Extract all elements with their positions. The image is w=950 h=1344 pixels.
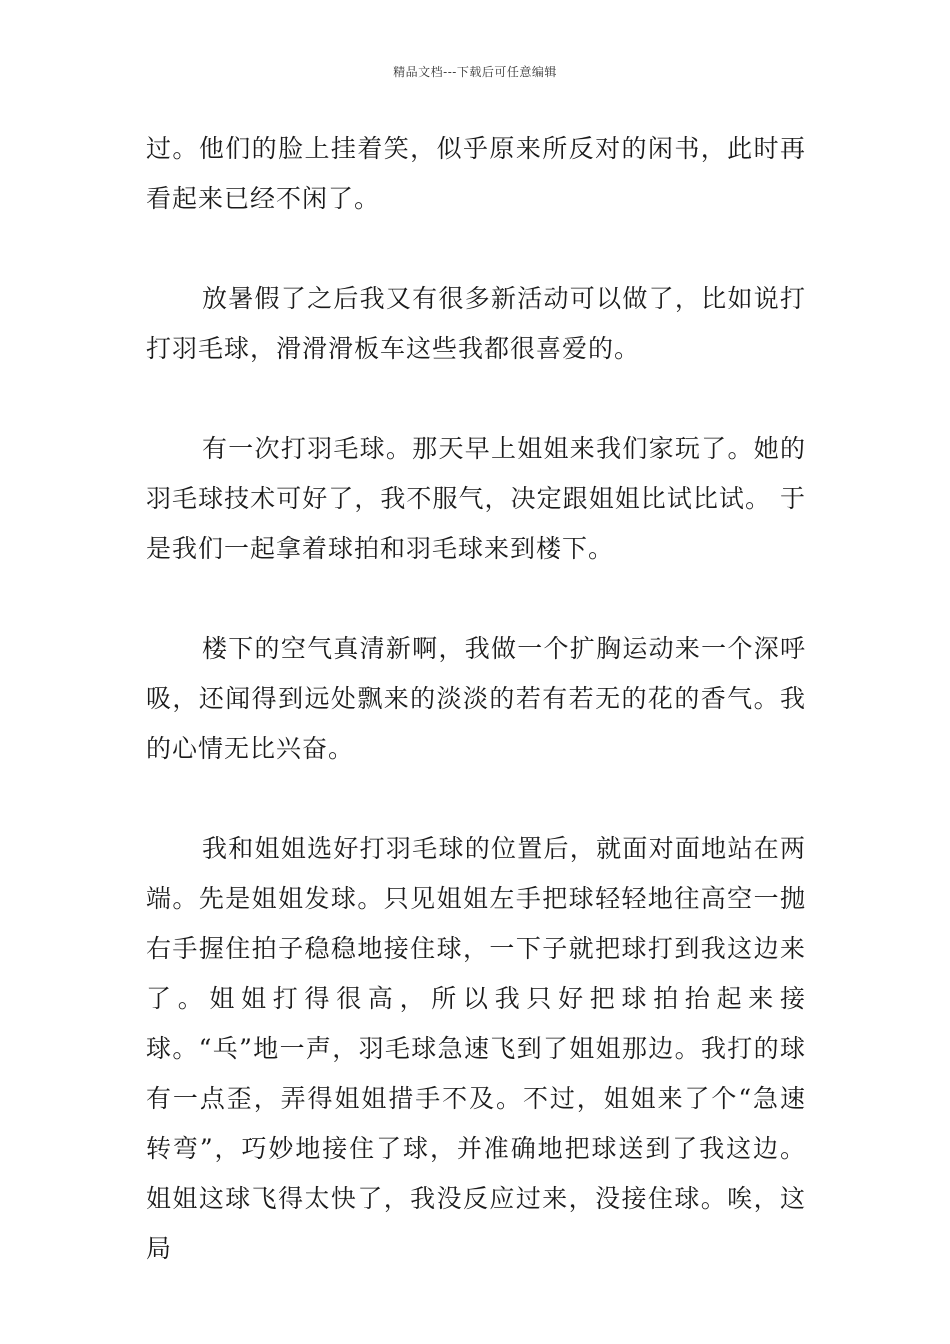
- page-header: 精品文档---下载后可任意编辑: [393, 65, 557, 79]
- paragraph-2: 放暑假了之后我又有很多新活动可以做了，比如说打打羽毛球，滑滑滑板车这些我都很喜爱的。: [146, 284, 806, 363]
- paragraph-5: 我和姐姐选好打羽毛球的位置后，就面对面地站在两端。先是姐姐发球。只见姐姐左手把球轻轻地往高空一抛右手握住拍子稳稳地接住球，一下子就把球打到我这边来了。姐姐打得很高，所以我只好把球拍抬起来接球。“乓”地一声，羽毛球急速飞到了姐姐那边。我打的球有一点歪，弄得姐姐措手不及。不过，姐姐来了个“急速转弯”，巧妙地接住了球，并准确地把球送到了我这边。姐姐这球飞得太快了，我没反应过来，没接住球。唉，这局: [146, 834, 806, 1263]
- paragraph-gap: [146, 574, 806, 624]
- paragraph-gap: [146, 224, 806, 274]
- paragraph-4: 楼下的空气真清新啊，我做一个扩胸运动来一个深呼吸，还闻得到远处飘来的淡淡的若有若无的花的香气。我的心情无比兴奋。: [146, 634, 806, 763]
- paragraph-gap: [146, 774, 806, 824]
- paragraph-gap: [146, 374, 806, 424]
- paragraph-3: 有一次打羽毛球。那天早上姐姐来我们家玩了。她的羽毛球技术可好了，我不服气，决定跟姐姐比试比试。 于是我们一起拿着球拍和羽毛球来到楼下。: [146, 434, 806, 563]
- document-body: [146, 124, 806, 1274]
- paragraph-1: 过。他们的脸上挂着笑，似乎原来所反对的闲书，此时再看起来已经不闲了。: [146, 134, 806, 213]
